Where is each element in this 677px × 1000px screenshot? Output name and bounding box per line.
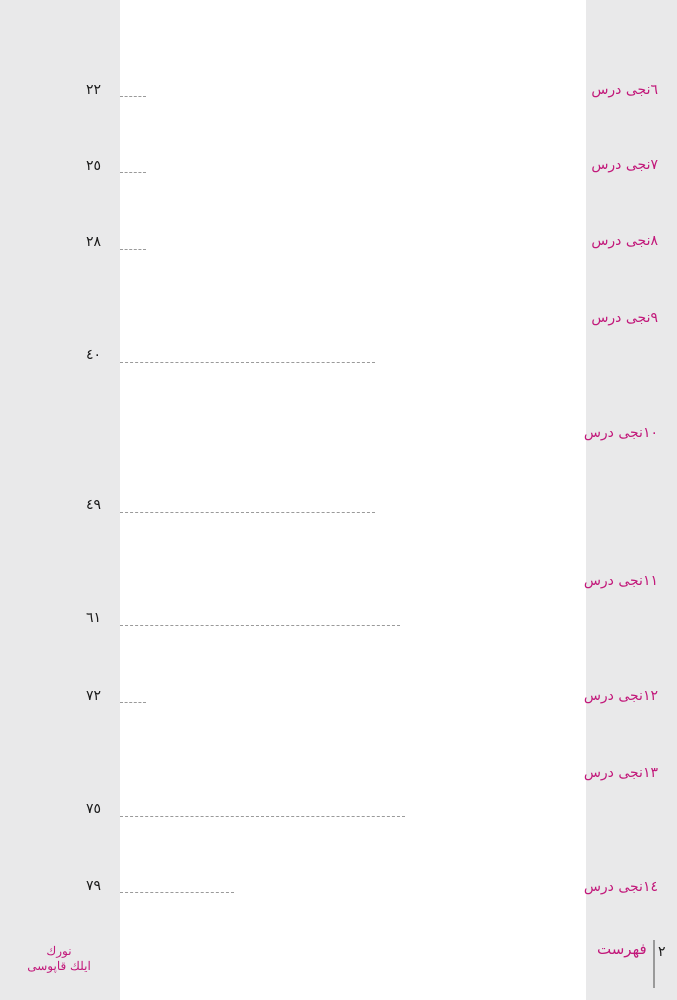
footer-divider xyxy=(653,940,655,988)
page-number: ٢٥ xyxy=(86,158,102,174)
dot-leader xyxy=(120,702,146,703)
page-number: ٢٨ xyxy=(86,234,102,250)
brand-line: ايلك قاپوسى xyxy=(27,959,91,973)
page-number: ٢٢ xyxy=(86,82,102,98)
dot-leader xyxy=(120,249,146,250)
page-number: ٤٠ xyxy=(86,347,102,363)
lesson-label: ٨نجى درس xyxy=(591,233,658,249)
page-number: ٤٩ xyxy=(86,497,102,513)
dot-leader xyxy=(120,362,375,363)
lesson-label: ١٢نجى درس xyxy=(583,688,658,704)
lesson-label: ٦نجى درس xyxy=(591,82,658,98)
dot-leader xyxy=(120,892,234,893)
lesson-label: ٧نجى درس xyxy=(591,157,658,173)
footer-page-number: ٢ xyxy=(658,944,666,960)
lesson-label: ١١نجى درس xyxy=(583,573,658,589)
lesson-label: ٩نجى درس xyxy=(591,310,658,326)
page-number: ٦١ xyxy=(86,610,102,626)
page-number: ٧٢ xyxy=(86,688,102,704)
page-number: ٧٩ xyxy=(86,878,102,894)
dot-leader xyxy=(120,512,375,513)
dot-leader xyxy=(120,96,146,97)
brand-line: نورك xyxy=(46,944,72,958)
footer-index-label: فهرست xyxy=(597,940,647,958)
page-sheet xyxy=(120,0,586,1000)
dot-leader xyxy=(120,172,146,173)
lesson-label: ١٤نجى درس xyxy=(583,879,658,895)
dot-leader xyxy=(120,816,405,817)
dot-leader xyxy=(120,625,400,626)
brand-logo xyxy=(22,944,96,974)
page-number: ٧٥ xyxy=(86,801,102,817)
lesson-label: ١٠نجى درس xyxy=(583,425,658,441)
lesson-label: ١٣نجى درس xyxy=(583,765,658,781)
